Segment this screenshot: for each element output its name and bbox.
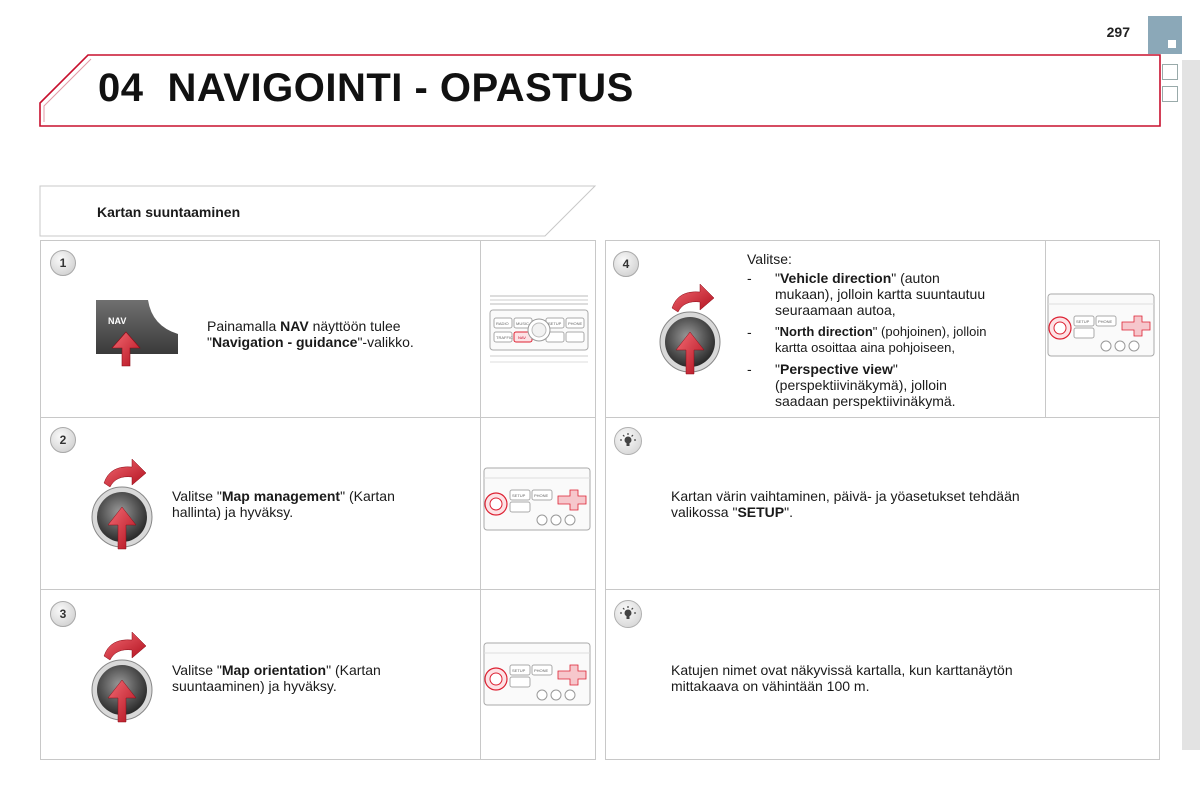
svg-text:PHONE: PHONE: [534, 493, 549, 498]
svg-text:RADIO: RADIO: [496, 321, 509, 326]
light-bulb-icon: [619, 432, 637, 450]
tip-2-text: Katujen nimet ovat näkyvissä kartalla, kun karttanäytön mittakaava on vähintään 100 m.: [671, 662, 1013, 694]
nav-key-label: NAV: [108, 316, 127, 326]
step-2-text: Valitse "Map management" (Kartan hallinta) ja hyväksy.: [172, 488, 395, 520]
svg-text:SETUP: SETUP: [548, 321, 562, 326]
section-title: Kartan suuntaaminen: [97, 204, 241, 220]
tip-1-text: Kartan värin vaihtaminen, päivä- ja yöasetukset tehdään valikossa "SETUP".: [671, 488, 1020, 520]
rotate-arrow-icon: [104, 459, 146, 487]
setup-keyword: SETUP: [737, 504, 785, 520]
page-number: 297: [1106, 24, 1130, 40]
tip-badge-2: [614, 600, 642, 628]
rotary-knob-illustration-4: [656, 280, 726, 376]
chapter-number: 04: [98, 66, 144, 110]
step-badge-1: 1: [50, 250, 76, 276]
nav-keyword: NAV: [280, 318, 309, 334]
svg-text:PHONE: PHONE: [534, 668, 549, 673]
step-badge-2: 2: [50, 427, 76, 453]
step-3-text: Valitse "Map orientation" (Kartan suuntaaminen) ja hyväksy.: [172, 662, 381, 694]
svg-text:TRAFFIC: TRAFFIC: [496, 335, 513, 340]
step-badge-3: 3: [50, 601, 76, 627]
svg-text:PHONE: PHONE: [568, 321, 583, 326]
chapter-title-text: NAVIGOINTI - OPASTUS: [167, 66, 634, 110]
radio-panel-knob-illustration-3: [482, 641, 592, 709]
navigation-guidance-keyword: Navigation - guidance: [211, 334, 358, 350]
radio-panel-knob-illustration-2: [482, 466, 592, 534]
nav-key-illustration: [92, 296, 182, 368]
step-badge-4: 4: [613, 251, 639, 277]
tip-badge-1: [614, 427, 642, 455]
radio-panel-nav-illustration: [488, 292, 590, 368]
perspective-view-keyword: Perspective view: [779, 361, 893, 377]
vehicle-direction-keyword: Vehicle direction: [779, 270, 892, 286]
svg-text:MUSIC: MUSIC: [516, 321, 529, 326]
title-frame-inner: [44, 59, 91, 122]
radio-panel-knob-illustration-4: [1046, 292, 1156, 360]
rotate-arrow-icon: [672, 284, 714, 312]
chapter-title: [98, 66, 634, 111]
rotary-knob-illustration-2: [88, 455, 158, 551]
svg-text:SETUP: SETUP: [512, 668, 526, 673]
svg-text:SETUP: SETUP: [512, 493, 526, 498]
north-direction-keyword: North direction: [779, 324, 873, 339]
svg-text:SETUP: SETUP: [1076, 319, 1090, 324]
rotary-knob-illustration-3: [88, 628, 158, 724]
map-management-keyword: Map management: [221, 488, 341, 504]
light-bulb-icon: [619, 605, 637, 623]
step-4-intro: Valitse:: [747, 251, 792, 267]
rotate-arrow-icon: [104, 632, 146, 660]
svg-text:PHONE: PHONE: [1098, 319, 1113, 324]
svg-text:NAV: NAV: [518, 335, 526, 340]
map-orientation-keyword: Map orientation: [221, 662, 327, 678]
step-1-text: Painamalla NAV näyttöön tulee "Navigation - guidance"-valikko.: [207, 318, 414, 350]
